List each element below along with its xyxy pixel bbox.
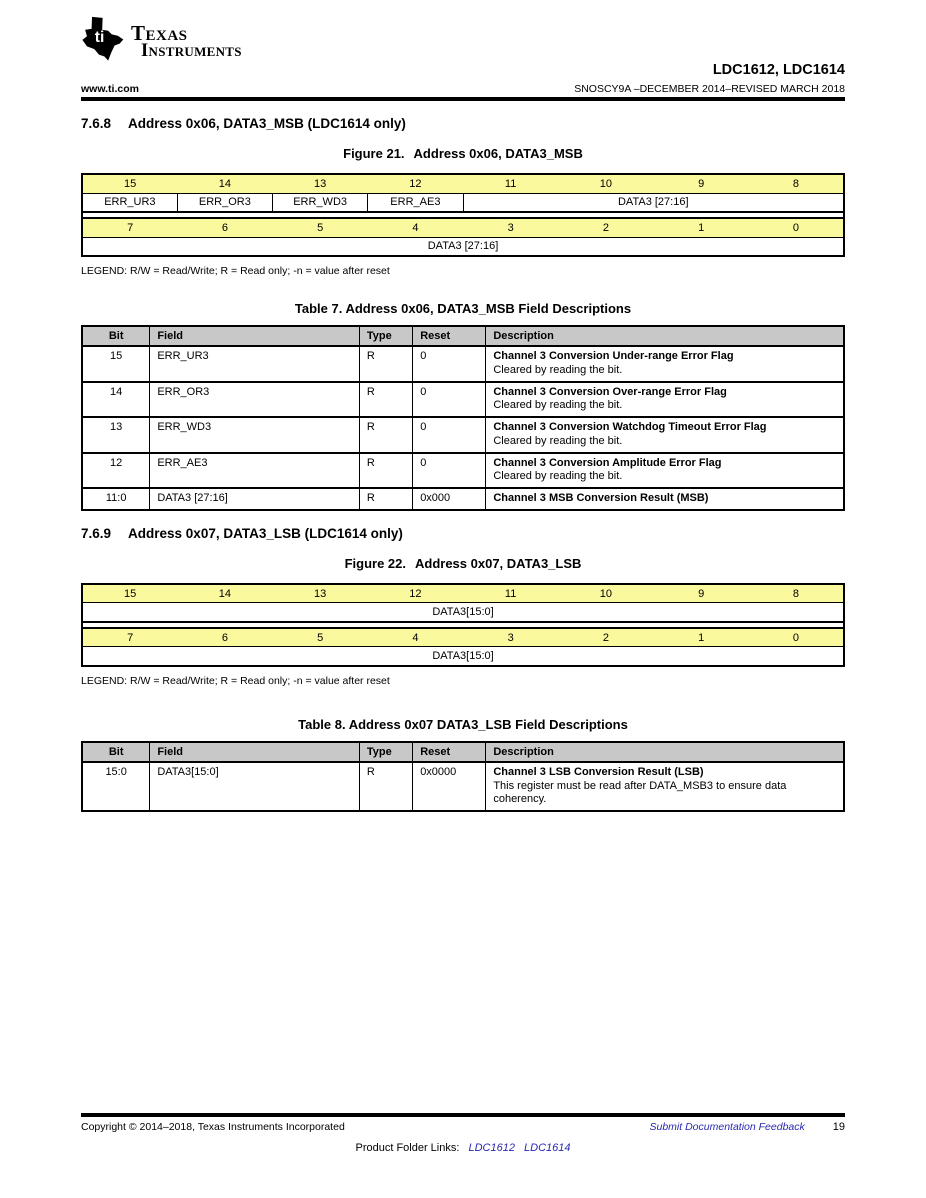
bit-number: 5 <box>273 628 368 647</box>
section-data3-lsb <box>81 526 845 812</box>
table-cell: 12 <box>82 453 150 489</box>
bit-number-row <box>82 628 844 647</box>
header-meta-row <box>81 83 845 95</box>
table-header-row <box>82 326 844 346</box>
register-bit-map <box>81 583 845 667</box>
register-bit-map <box>81 173 845 257</box>
bit-number: 6 <box>177 218 272 237</box>
column-header: Reset <box>413 326 486 346</box>
bit-number: 11 <box>463 584 558 603</box>
product-link-ldc1614[interactable]: LDC1614 <box>524 1142 571 1154</box>
table-caption: Table 8. Address 0x07 DATA3_LSB Field Descriptions <box>298 716 628 732</box>
section-title: Address 0x06, DATA3_MSB (LDC1614 only) <box>128 116 406 131</box>
field-description-table <box>81 741 845 812</box>
bit-number: 1 <box>654 218 749 237</box>
table-cell: ERR_WD3 <box>150 417 360 453</box>
ti-monogram: ti <box>94 28 105 46</box>
bit-number: 10 <box>558 174 653 193</box>
table-cell: 0 <box>413 382 486 418</box>
table-cell: R <box>359 346 412 382</box>
page-body <box>81 116 845 812</box>
description-title: Channel 3 MSB Conversion Result (MSB) <box>493 492 709 504</box>
table-cell: R <box>359 453 412 489</box>
figure-label: Figure 22. <box>344 555 406 571</box>
page-header <box>81 0 845 101</box>
table-cell: DATA3[15:0] <box>150 762 360 811</box>
field-description-row <box>82 382 844 418</box>
table-cell: R <box>359 488 412 510</box>
field-row <box>82 193 844 212</box>
register-legend: LEGEND: R/W = Read/Write; R = Read only; -n = value after reset <box>81 674 390 687</box>
table-cell: 0x0000 <box>413 762 486 811</box>
section-number: 7.6.8 <box>81 116 112 131</box>
bit-number: 15 <box>82 584 177 603</box>
bit-number: 9 <box>654 174 749 193</box>
table-cell: ERR_AE3 <box>150 453 360 489</box>
description-title: Channel 3 Conversion Under-range Error Flag <box>493 350 734 362</box>
table-cell: 0 <box>413 417 486 453</box>
table-cell: 0x000 <box>413 488 486 510</box>
description-cell <box>486 346 844 382</box>
figure-label: Figure 21. <box>343 146 405 161</box>
register-field: DATA3[15:0] <box>82 603 844 622</box>
field-row <box>82 237 844 256</box>
column-header: Description <box>486 326 844 346</box>
description-body: Cleared by reading the bit. <box>493 434 623 447</box>
figure-title: Address 0x07, DATA3_LSB <box>415 555 582 571</box>
bit-number: 12 <box>368 584 463 603</box>
bit-number: 11 <box>463 174 558 193</box>
description-title: Channel 3 Conversion Over-range Error Flag <box>493 385 727 398</box>
field-description-row <box>82 453 844 489</box>
field-description-row <box>82 762 844 811</box>
table-cell: DATA3 [27:16] <box>150 488 360 510</box>
table-cell: 13 <box>82 417 150 453</box>
table-cell: R <box>359 417 412 453</box>
description-table <box>81 325 845 511</box>
column-header: Description <box>486 742 844 762</box>
bit-number: 3 <box>463 218 558 237</box>
submit-feedback-link[interactable]: Submit Documentation Feedback <box>649 1121 805 1133</box>
field-description-row <box>82 346 844 382</box>
bit-number: 5 <box>273 218 368 237</box>
description-cell <box>486 417 844 453</box>
bit-number: 2 <box>558 628 653 647</box>
register-field: ERR_OR3 <box>177 193 272 212</box>
bit-number-row <box>82 584 844 603</box>
field-row <box>82 647 844 666</box>
bit-number-row <box>82 218 844 237</box>
bit-number: 8 <box>749 174 844 193</box>
field-description-table <box>81 325 845 511</box>
bit-number: 3 <box>463 628 558 647</box>
copyright-text: Copyright © 2014–2018, Texas Instruments Incorporated <box>81 1121 345 1133</box>
bit-number: 14 <box>177 584 272 603</box>
table-cell: R <box>359 382 412 418</box>
bit-number: 15 <box>82 174 177 193</box>
column-header: Type <box>359 742 412 762</box>
figure-caption <box>81 146 845 161</box>
column-header: Bit <box>82 742 150 762</box>
column-header: Type <box>359 326 412 346</box>
register-field: ERR_WD3 <box>273 193 368 212</box>
table-cell: 0 <box>413 346 486 382</box>
table-cell: 15:0 <box>82 762 150 811</box>
bit-number: 1 <box>654 628 749 647</box>
table-cell: R <box>359 762 412 811</box>
bit-number: 12 <box>368 174 463 193</box>
bit-number: 4 <box>368 218 463 237</box>
bit-number: 13 <box>273 174 368 193</box>
table-cell: 15 <box>82 346 150 382</box>
table-cell: ERR_UR3 <box>150 346 360 382</box>
ti-wordmark <box>131 21 242 62</box>
table-caption: Table 7. Address 0x06, DATA3_MSB Field Descriptions <box>294 301 632 316</box>
table-cell: 14 <box>82 382 150 418</box>
logo-line1: Texas <box>131 21 188 45</box>
register-bit-table <box>81 583 845 667</box>
figure-caption <box>81 556 845 571</box>
register-legend: LEGEND: R/W = Read/Write; R = Read only; -n = value after reset <box>81 265 390 277</box>
section-heading <box>81 526 845 541</box>
bit-number: 2 <box>558 218 653 237</box>
logo-line2: Instruments <box>141 41 242 62</box>
description-cell <box>486 762 844 811</box>
bit-number: 7 <box>82 218 177 237</box>
column-header: Field <box>150 326 360 346</box>
figure-title: Address 0x06, DATA3_MSB <box>413 146 583 161</box>
bit-number: 8 <box>749 584 844 603</box>
product-link-ldc1612[interactable]: LDC1612 <box>468 1142 515 1154</box>
bit-number: 14 <box>177 174 272 193</box>
doc-revision: SNOSCY9A –DECEMBER 2014–REVISED MARCH 2018 <box>574 83 845 95</box>
description-cell <box>486 382 844 418</box>
section-title: Address 0x07, DATA3_LSB (LDC1614 only) <box>128 525 403 541</box>
description-body: Cleared by reading the bit. <box>493 470 623 483</box>
bit-number: 0 <box>749 628 844 647</box>
register-field: ERR_AE3 <box>368 193 463 212</box>
footer-meta-row <box>81 1121 845 1133</box>
page-footer <box>81 1113 845 1154</box>
register-field: DATA3[15:0] <box>82 647 844 666</box>
field-description-row <box>82 488 844 510</box>
ti-logo <box>81 16 242 62</box>
bit-number: 0 <box>749 218 844 237</box>
product-folder-label: Product Folder Links: <box>355 1142 460 1154</box>
product-folder-row <box>81 1142 845 1154</box>
register-field: ERR_UR3 <box>82 193 177 212</box>
register-field: DATA3 [27:16] <box>463 193 844 212</box>
bit-number: 4 <box>368 628 463 647</box>
table-cell: 11:0 <box>82 488 150 510</box>
table-cell: ERR_OR3 <box>150 382 360 418</box>
section-heading <box>81 116 845 131</box>
field-row <box>82 603 844 622</box>
header-rule <box>81 97 845 101</box>
description-table <box>81 741 845 812</box>
bit-number: 7 <box>82 628 177 647</box>
ti-texas-icon <box>81 16 127 62</box>
table-cell: 0 <box>413 453 486 489</box>
description-title: Channel 3 LSB Conversion Result (LSB) <box>493 765 704 778</box>
bit-number: 6 <box>177 628 272 647</box>
section-number: 7.6.9 <box>81 525 112 541</box>
description-body: Cleared by reading the bit. <box>493 363 623 376</box>
section-data3-msb <box>81 116 845 511</box>
website-link[interactable]: www.ti.com <box>81 83 139 95</box>
description-body: Cleared by reading the bit. <box>493 399 623 412</box>
bit-number: 13 <box>273 584 368 603</box>
description-cell <box>486 488 844 510</box>
register-field: DATA3 [27:16] <box>82 237 844 256</box>
description-title: Channel 3 Conversion Watchdog Timeout Error Flag <box>493 421 767 433</box>
column-header: Bit <box>82 326 150 346</box>
description-body: This register must be read after DATA_MSB3 to ensure data coherency. <box>493 779 787 806</box>
register-bit-table <box>81 173 845 257</box>
bit-number-row <box>82 174 844 193</box>
page-number: 19 <box>832 1121 845 1133</box>
column-header: Reset <box>413 742 486 762</box>
column-header: Field <box>150 742 360 762</box>
field-description-row <box>82 417 844 453</box>
description-title: Channel 3 Conversion Amplitude Error Flag <box>493 456 722 469</box>
footer-rule <box>81 1113 845 1117</box>
description-cell <box>486 453 844 489</box>
part-numbers: LDC1612, LDC1614 <box>712 62 845 78</box>
bit-number: 9 <box>654 584 749 603</box>
table-header-row <box>82 742 844 762</box>
bit-number: 10 <box>558 584 653 603</box>
